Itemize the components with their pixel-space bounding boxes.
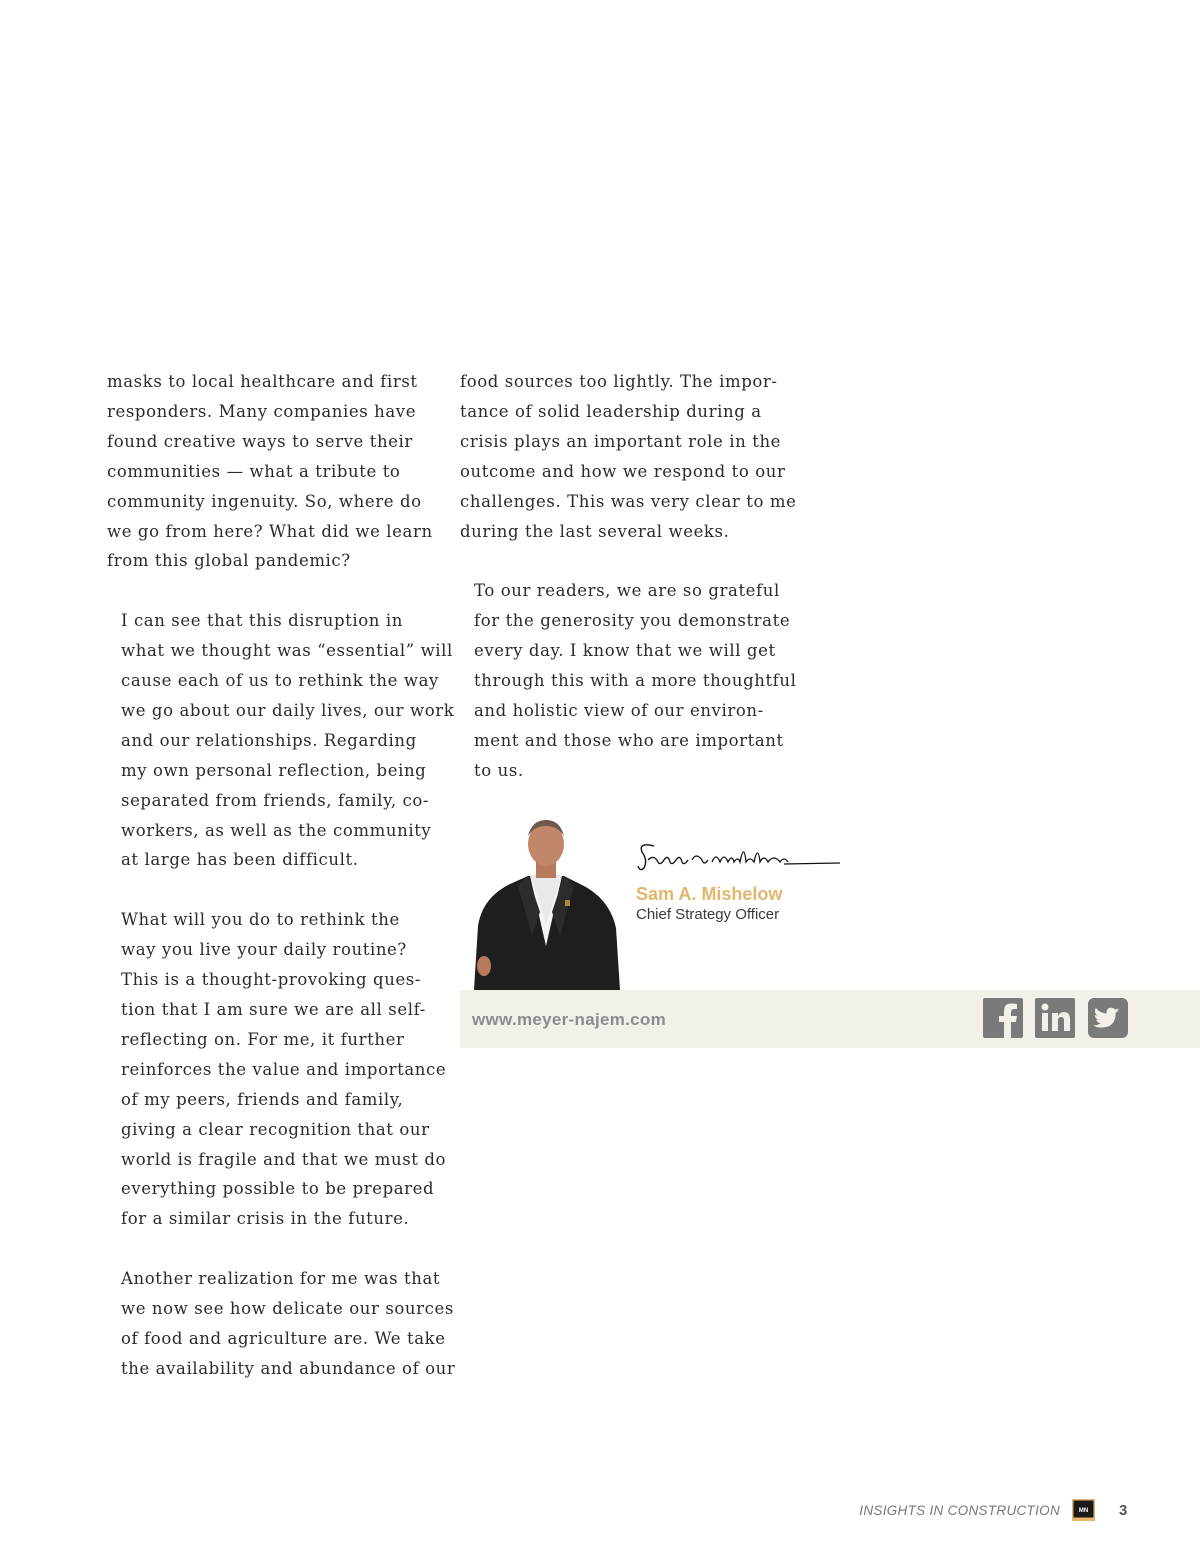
text-line: what we thought was “essential” will <box>121 641 453 661</box>
text-line: everything possible to be prepared <box>121 1179 435 1199</box>
text-line: challenges. This was very clear to me <box>460 491 797 511</box>
text-line: reinforces the value and importance <box>121 1059 447 1079</box>
website-link[interactable]: www.meyer-najem.com <box>472 1010 667 1029</box>
paragraph <box>107 367 433 576</box>
text-line: separated from friends, family, co- <box>121 790 430 810</box>
text-line: through this with a more thoughtful <box>474 671 797 691</box>
text-line: we go about our daily lives, our work <box>121 700 455 720</box>
text-line: masks to local healthcare and first <box>107 372 418 391</box>
text-line: of my peers, friends and family, <box>121 1089 404 1109</box>
text-line: outcome and how we respond to our <box>460 461 786 481</box>
text-line: the availability and abundance of our <box>121 1358 456 1378</box>
author-title: Chief Strategy Officer <box>636 906 780 923</box>
text-line: ment and those who are important <box>474 730 784 750</box>
text-line: crisis plays an important role in the <box>460 431 782 451</box>
text-line: communities — what a tribute to <box>107 461 401 481</box>
contact-bar <box>460 990 1200 1048</box>
text-line: found creative ways to serve their <box>107 431 413 451</box>
twitter-icon[interactable] <box>1088 998 1128 1038</box>
text-line: way you live your daily routine? <box>121 940 407 960</box>
author-signature <box>634 838 844 874</box>
text-line: we now see how delicate our sources <box>121 1299 454 1319</box>
text-line: to us. <box>474 760 524 780</box>
paragraph <box>460 367 797 546</box>
text-line: cause each of us to rethink the way <box>121 671 439 691</box>
paragraph <box>107 606 455 875</box>
text-line: world is fragile and that we must do <box>121 1149 447 1169</box>
article-column-left <box>107 367 456 1414</box>
text-line: reflecting on. For me, it further <box>121 1029 405 1049</box>
text-line: at large has been difficult. <box>121 850 359 870</box>
text-line: from this global pandemic? <box>107 551 351 571</box>
text-line: for the generosity you demonstrate <box>474 611 791 631</box>
text-line: workers, as well as the community <box>121 820 432 840</box>
page-number: 3 <box>1119 1502 1128 1519</box>
paragraph <box>460 576 797 785</box>
text-line: giving a clear recognition that our <box>121 1119 430 1139</box>
text-line: we go from here? What did we learn <box>107 521 433 541</box>
text-line: every day. I know that we will get <box>474 641 776 661</box>
running-title: INSIGHTS IN CONSTRUCTION <box>859 1503 1060 1518</box>
text-line: tion that I am sure we are all self- <box>121 1000 426 1019</box>
text-line: for a similar crisis in the future. <box>121 1209 410 1229</box>
article-column-right <box>460 367 797 816</box>
text-line: Another realization for me was that <box>121 1269 441 1289</box>
author-name: Sam A. Mishelow <box>636 884 783 904</box>
linkedin-icon[interactable] <box>1035 998 1075 1038</box>
author-portrait <box>470 816 622 990</box>
paragraph <box>107 905 447 1234</box>
text-line: tance of solid leadership during a <box>460 401 762 421</box>
facebook-icon[interactable] <box>983 998 1023 1038</box>
text-line: of food and agriculture are. We take <box>121 1328 446 1348</box>
text-line: my own personal reflection, being <box>121 760 427 780</box>
text-line: and our relationships. Regarding <box>121 730 417 750</box>
text-line: To our readers, we are so grateful <box>474 581 780 601</box>
text-line: food sources too lightly. The impor- <box>460 372 778 391</box>
company-logo <box>1072 1499 1095 1521</box>
text-line: community ingenuity. So, where do <box>107 491 422 511</box>
text-line: This is a thought-provoking ques- <box>121 970 422 990</box>
paragraph <box>107 1264 456 1384</box>
svg-text:MN: MN <box>1078 1508 1089 1514</box>
text-line: What will you do to rethink the <box>121 910 400 930</box>
text-line: responders. Many companies have <box>107 401 417 421</box>
text-line: and holistic view of our environ- <box>474 700 764 720</box>
text-line: during the last several weeks. <box>460 521 730 541</box>
text-line: I can see that this disruption in <box>121 611 403 631</box>
